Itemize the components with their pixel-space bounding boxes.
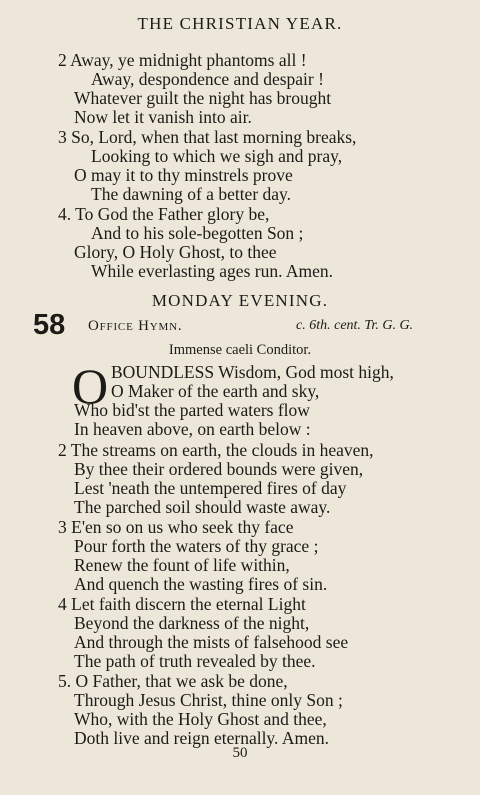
verse-line: The path of truth revealed by thee. (74, 651, 316, 671)
verse-line: Lest 'neath the untempered fires of day (74, 478, 347, 498)
verse-line: Looking to which we sigh and pray, (91, 146, 343, 166)
running-head: THE CHRISTIAN YEAR. (137, 14, 343, 33)
verse-line: Doth live and reign eternally. Amen. (74, 728, 329, 748)
verse-line: 5. O Father, that we ask be done, (58, 671, 288, 691)
verse-line: 2 The streams on earth, the clouds in heaven, (58, 440, 374, 460)
verse-line: And to his sole-begotten Son ; (91, 223, 304, 243)
verse-line: The dawning of a better day. (91, 184, 292, 204)
verse-line: The parched soil should waste away. (74, 497, 331, 517)
verse-line: Away, despondence and despair ! (91, 69, 324, 89)
verse-line: 3 So, Lord, when that last morning breaks, (58, 127, 357, 147)
hymn-number: 58 (33, 309, 66, 341)
verse-line: 2 Away, ye midnight phantoms all ! (58, 50, 307, 70)
verse-line: While everlasting ages run. Amen. (91, 261, 334, 281)
verse-line: Beyond the darkness of the night, (74, 613, 310, 633)
drop-cap: O (72, 358, 109, 414)
verse-line: And through the mists of falsehood see (74, 632, 349, 652)
verse-line: Pour forth the waters of thy grace ; (74, 536, 319, 556)
verse-line: Whatever guilt the night has brought (74, 88, 332, 108)
verse-line: Through Jesus Christ, thine only Son ; (74, 690, 343, 710)
verse-line: In heaven above, on earth below : (74, 419, 311, 439)
section-title: MONDAY EVENING. (151, 291, 329, 310)
hymn-label: Office Hymn. (88, 318, 183, 334)
verse-line: Now let it vanish into air. (74, 107, 252, 127)
verse-line: BOUNDLESS Wisdom, God most high, (111, 362, 394, 382)
verse-line: 3 E'en so on us who seek thy face (58, 517, 294, 537)
page-number: 50 (232, 745, 248, 761)
hymn-latin-title: Immense caeli Conditor. (168, 342, 312, 358)
hymn-attribution: c. 6th. cent. Tr. G. G. (296, 318, 414, 333)
verse-line: Glory, O Holy Ghost, to thee (74, 242, 277, 262)
verse-line: Who bid'st the parted waters flow (74, 400, 310, 420)
verse-line: 4 Let faith discern the eternal Light (58, 594, 306, 614)
verse-line: O may it to thy minstrels prove (74, 165, 293, 185)
verse-line: 4. To God the Father glory be, (58, 204, 270, 224)
verse-line: Renew the fount of life within, (74, 555, 290, 575)
verse-line: And quench the wasting fires of sin. (74, 574, 328, 594)
verse-line: O Maker of the earth and sky, (111, 381, 320, 401)
verse-line: Who, with the Holy Ghost and thee, (74, 709, 327, 729)
verse-line: By thee their ordered bounds were given, (74, 459, 364, 479)
